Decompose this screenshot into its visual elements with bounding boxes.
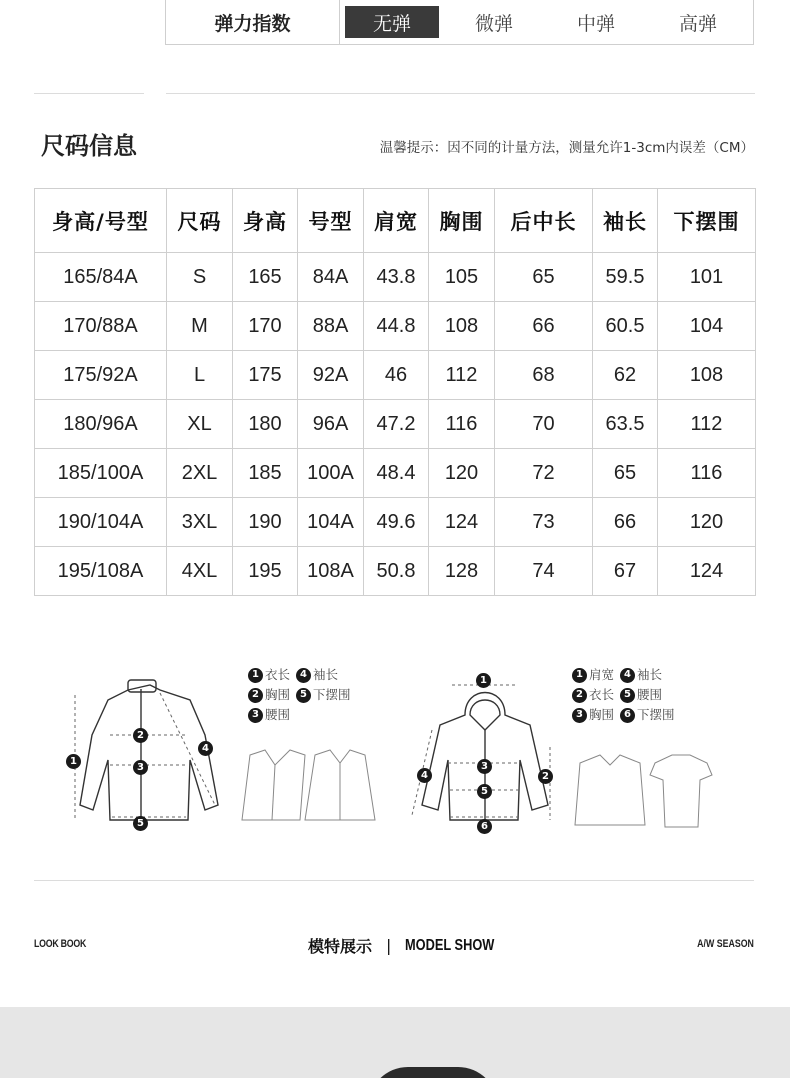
legend-number-icon: 2	[248, 688, 263, 703]
table-cell: 50.8	[364, 547, 429, 596]
legend-number-icon: 3	[248, 708, 263, 723]
legend-number-icon: 1	[248, 668, 263, 683]
header-cell: 胸围	[429, 189, 495, 253]
legend-label: 衣长	[589, 687, 615, 702]
table-cell: 104	[658, 302, 756, 351]
table-cell: 48.4	[364, 449, 429, 498]
table-cell: 62	[593, 351, 658, 400]
model-hair	[368, 1067, 498, 1078]
table-cell: 43.8	[364, 253, 429, 302]
legend-number-icon: 4	[296, 668, 311, 683]
table-cell: 73	[495, 498, 593, 547]
table-row	[35, 449, 756, 498]
table-row	[35, 547, 756, 596]
divider	[166, 93, 755, 94]
marker-1-icon: 1	[476, 673, 491, 688]
measurement-tip: 温馨提示：因不同的计量方法，测量允许1-3cm内误差（CM）	[379, 140, 754, 156]
section-title: 尺码信息	[41, 132, 137, 160]
legend-label: 袖长	[637, 667, 663, 682]
table-cell: 66	[495, 302, 593, 351]
table-cell: 68	[495, 351, 593, 400]
footer-model-show	[308, 934, 517, 957]
table-cell: S	[167, 253, 233, 302]
elasticity-row	[165, 0, 754, 45]
table-cell: 124	[658, 547, 756, 596]
table-cell: 180	[233, 400, 298, 449]
model-photo	[0, 1007, 790, 1078]
legend-label: 袖长	[313, 667, 339, 682]
table-row	[35, 400, 756, 449]
legend-label: 下摆围	[637, 707, 675, 722]
table-cell: XL	[167, 400, 233, 449]
legend-label: 腰围	[637, 687, 663, 702]
footer-season: A/W SEASON	[697, 938, 754, 950]
table-cell: 88A	[298, 302, 364, 351]
table-cell: 46	[364, 351, 429, 400]
table-cell: 120	[658, 498, 756, 547]
marker-6-icon: 6	[477, 819, 492, 834]
legend-number-icon: 3	[572, 708, 587, 723]
table-row	[35, 253, 756, 302]
legend-label: 胸围	[589, 707, 615, 722]
table-cell: 65	[495, 253, 593, 302]
table-cell: 120	[429, 449, 495, 498]
table-cell: 47.2	[364, 400, 429, 449]
elasticity-option-none: 无弹	[345, 6, 439, 38]
divider	[34, 93, 144, 94]
header-cell: 尺码	[167, 189, 233, 253]
header-cell: 肩宽	[364, 189, 429, 253]
table-cell: 44.8	[364, 302, 429, 351]
table-cell: 63.5	[593, 400, 658, 449]
table-cell: 165	[233, 253, 298, 302]
header-cell: 身高	[233, 189, 298, 253]
table-cell: 170/88A	[35, 302, 167, 351]
marker-3-icon: 3	[133, 760, 148, 775]
marker-1-icon: 1	[66, 754, 81, 769]
legend-number-icon: 2	[572, 688, 587, 703]
table-cell: 105	[429, 253, 495, 302]
table-cell: 165/84A	[35, 253, 167, 302]
table-cell: 185/100A	[35, 449, 167, 498]
legend-label: 衣长	[265, 667, 291, 682]
legend-right	[572, 665, 675, 725]
table-cell: 96A	[298, 400, 364, 449]
table-cell: 65	[593, 449, 658, 498]
marker-4-icon: 4	[417, 768, 432, 783]
header-cell: 身高/号型	[35, 189, 167, 253]
table-cell: 101	[658, 253, 756, 302]
table-cell: 74	[495, 547, 593, 596]
marker-3-icon: 3	[477, 759, 492, 774]
table-row	[35, 302, 756, 351]
table-cell: 175	[233, 351, 298, 400]
divider	[34, 880, 754, 881]
footer-mid-cn: 模特展示	[308, 937, 373, 956]
marker-4-icon: 4	[198, 741, 213, 756]
table-cell: 70	[495, 400, 593, 449]
table-cell: 108A	[298, 547, 364, 596]
table-cell: M	[167, 302, 233, 351]
legend-left	[248, 665, 351, 725]
legend-label: 腰围	[265, 707, 291, 722]
table-cell: 112	[429, 351, 495, 400]
table-cell: 104A	[298, 498, 364, 547]
size-table	[34, 188, 756, 596]
table-cell: 92A	[298, 351, 364, 400]
footer-separator: |	[386, 936, 392, 955]
elasticity-options	[340, 0, 753, 44]
header-cell: 下摆围	[658, 189, 756, 253]
header-cell: 袖长	[593, 189, 658, 253]
legend-number-icon: 6	[620, 708, 635, 723]
header-cell: 号型	[298, 189, 364, 253]
table-cell: 72	[495, 449, 593, 498]
measurement-diagrams	[0, 655, 790, 855]
marker-5-icon: 5	[477, 784, 492, 799]
table-cell: 124	[429, 498, 495, 547]
table-row	[35, 351, 756, 400]
table-cell: 108	[658, 351, 756, 400]
table-cell: 180/96A	[35, 400, 167, 449]
legend-number-icon: 5	[620, 688, 635, 703]
table-cell: 4XL	[167, 547, 233, 596]
table-cell: 185	[233, 449, 298, 498]
legend-number-icon: 4	[620, 668, 635, 683]
table-cell: 170	[233, 302, 298, 351]
table-cell: 49.6	[364, 498, 429, 547]
table-cell: 3XL	[167, 498, 233, 547]
elasticity-label: 弹力指数	[166, 0, 340, 44]
header-cell: 后中长	[495, 189, 593, 253]
table-cell: 108	[429, 302, 495, 351]
table-cell: 116	[429, 400, 495, 449]
legend-label: 下摆围	[313, 687, 351, 702]
table-cell: 116	[658, 449, 756, 498]
table-cell: 112	[658, 400, 756, 449]
table-cell: 67	[593, 547, 658, 596]
table-cell: 128	[429, 547, 495, 596]
table-cell: 100A	[298, 449, 364, 498]
table-header-row	[35, 189, 756, 253]
table-cell: L	[167, 351, 233, 400]
table-cell: 60.5	[593, 302, 658, 351]
table-cell: 195	[233, 547, 298, 596]
table-cell: 190	[233, 498, 298, 547]
legend-label: 胸围	[265, 687, 291, 702]
table-cell: 2XL	[167, 449, 233, 498]
legend-number-icon: 1	[572, 668, 587, 683]
table-row	[35, 498, 756, 547]
table-cell: 66	[593, 498, 658, 547]
table-cell: 59.5	[593, 253, 658, 302]
legend-number-icon: 5	[296, 688, 311, 703]
marker-2-icon: 2	[133, 728, 148, 743]
footer-lookbook: LOOK BOOK	[34, 938, 87, 950]
table-cell: 195/108A	[35, 547, 167, 596]
elasticity-option-high: 高弹	[678, 12, 717, 35]
footer-mid-en: MODEL SHOW	[405, 936, 495, 954]
marker-2-icon: 2	[538, 769, 553, 784]
table-cell: 175/92A	[35, 351, 167, 400]
elasticity-option-medium: 中弹	[576, 12, 615, 35]
marker-5-icon: 5	[133, 816, 148, 831]
table-cell: 190/104A	[35, 498, 167, 547]
elasticity-option-slight: 微弹	[474, 12, 513, 35]
table-cell: 84A	[298, 253, 364, 302]
legend-label: 肩宽	[589, 667, 615, 682]
